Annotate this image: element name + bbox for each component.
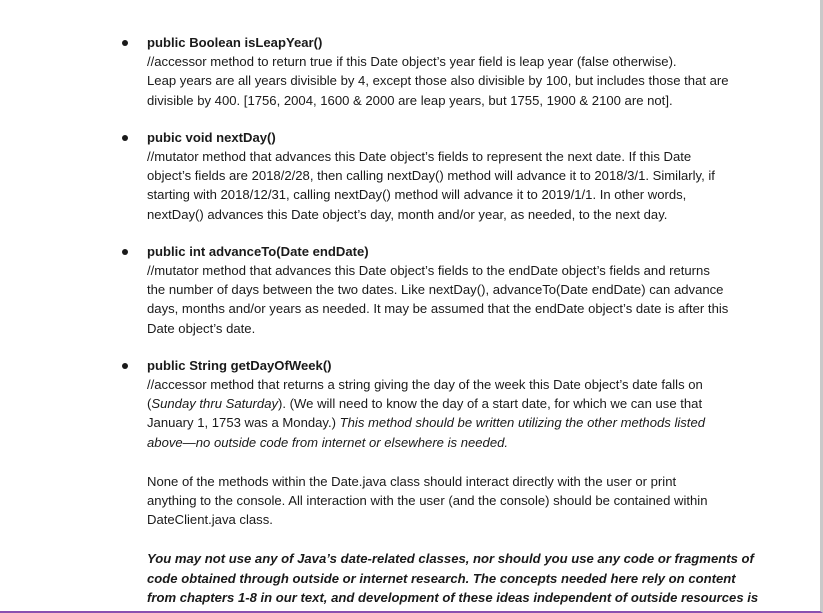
- list-item-advanceto: [147, 242, 757, 338]
- italic-text: This method should be written utilizing the other methods listed: [339, 415, 706, 431]
- list-item-getdayofweek: [147, 356, 757, 452]
- description-line: object’s fields are 2018/2/28, then calling nextDay() method will advance it to 2018/3/1. Similarly, if: [147, 168, 715, 184]
- description-line: //accessor method to return true if this Date object’s year field is leap year (false otherwise).: [147, 54, 677, 70]
- description-line: //mutator method that advances this Date object’s fields to represent the next date. If this Date: [147, 149, 692, 165]
- method-signature: public Boolean isLeapYear(): [147, 35, 323, 50]
- method-signature: pubic void nextDay(): [147, 129, 276, 145]
- method-signature: public String getDayOfWeek(): [147, 357, 332, 373]
- method-signature: public int advanceTo(Date endDate): [147, 243, 369, 259]
- description-line: the number of days between the two dates. Like nextDay(), advanceTo(Date endDate) can advance: [147, 282, 724, 298]
- paragraph-line: DateClient.java class.: [147, 512, 273, 528]
- text-fragment: January 1, 1753 was a Monday.): [147, 415, 340, 431]
- warning-paragraph: [147, 549, 757, 607]
- description-line: [147, 394, 757, 413]
- text-fragment: (: [147, 396, 152, 412]
- bullet-icon: [122, 249, 128, 255]
- description-line: above—no outside code from internet or elsewhere is needed.: [147, 434, 509, 450]
- list-item-isleapyear: [147, 33, 757, 110]
- list-item-nextday: [147, 128, 757, 224]
- description-line: nextDay() advances this Date object’s day, month and/or year, as needed, to the next day.: [147, 206, 668, 222]
- description-line: divisible by 400. [1756, 2004, 1600 & 2000 are leap years, but 1755, 1900 & 2100 are not].: [147, 92, 673, 108]
- warning-line: code obtained through outside or internet research. The concepts needed here rely on content: [147, 570, 736, 586]
- document-content: [147, 33, 757, 607]
- description-line: Date object’s date.: [147, 320, 256, 336]
- description-line: starting with 2018/12/31, calling nextDay() method will advance it to 2019/1/1. In other words,: [147, 187, 687, 203]
- description-line: days, months and/or years as needed. It may be assumed that the endDate object’s date is after this: [147, 301, 729, 317]
- italic-text: Sunday thru Saturday: [151, 396, 279, 412]
- paragraph-line: anything to the console. All interaction with the user (and the console) should be contained within: [147, 493, 708, 509]
- description-line: Leap years are all years divisible by 4, except those also divisible by 100, but includes those that are: [147, 73, 729, 89]
- bullet-icon: [122, 40, 128, 46]
- bullet-icon: [122, 135, 128, 141]
- note-paragraph: [147, 472, 757, 530]
- description-line: //accessor method that returns a string giving the day of the week this Date object’s date falls on: [147, 377, 703, 393]
- paragraph-line: None of the methods within the Date.java class should interact directly with the user or print: [147, 473, 677, 489]
- warning-line: from chapters 1-8 in our text, and development of these ideas independent of outside resources is: [147, 589, 759, 605]
- bullet-icon: [122, 363, 128, 369]
- warning-line: You may not use any of Java’s date-related classes, nor should you use any code or fragments of: [147, 551, 754, 567]
- text-fragment: ). (We will need to know the day of a start date, for which we can use that: [278, 396, 703, 412]
- description-line: [147, 413, 757, 432]
- description-line: //mutator method that advances this Date object’s fields to the endDate object’s fields and returns: [147, 263, 710, 279]
